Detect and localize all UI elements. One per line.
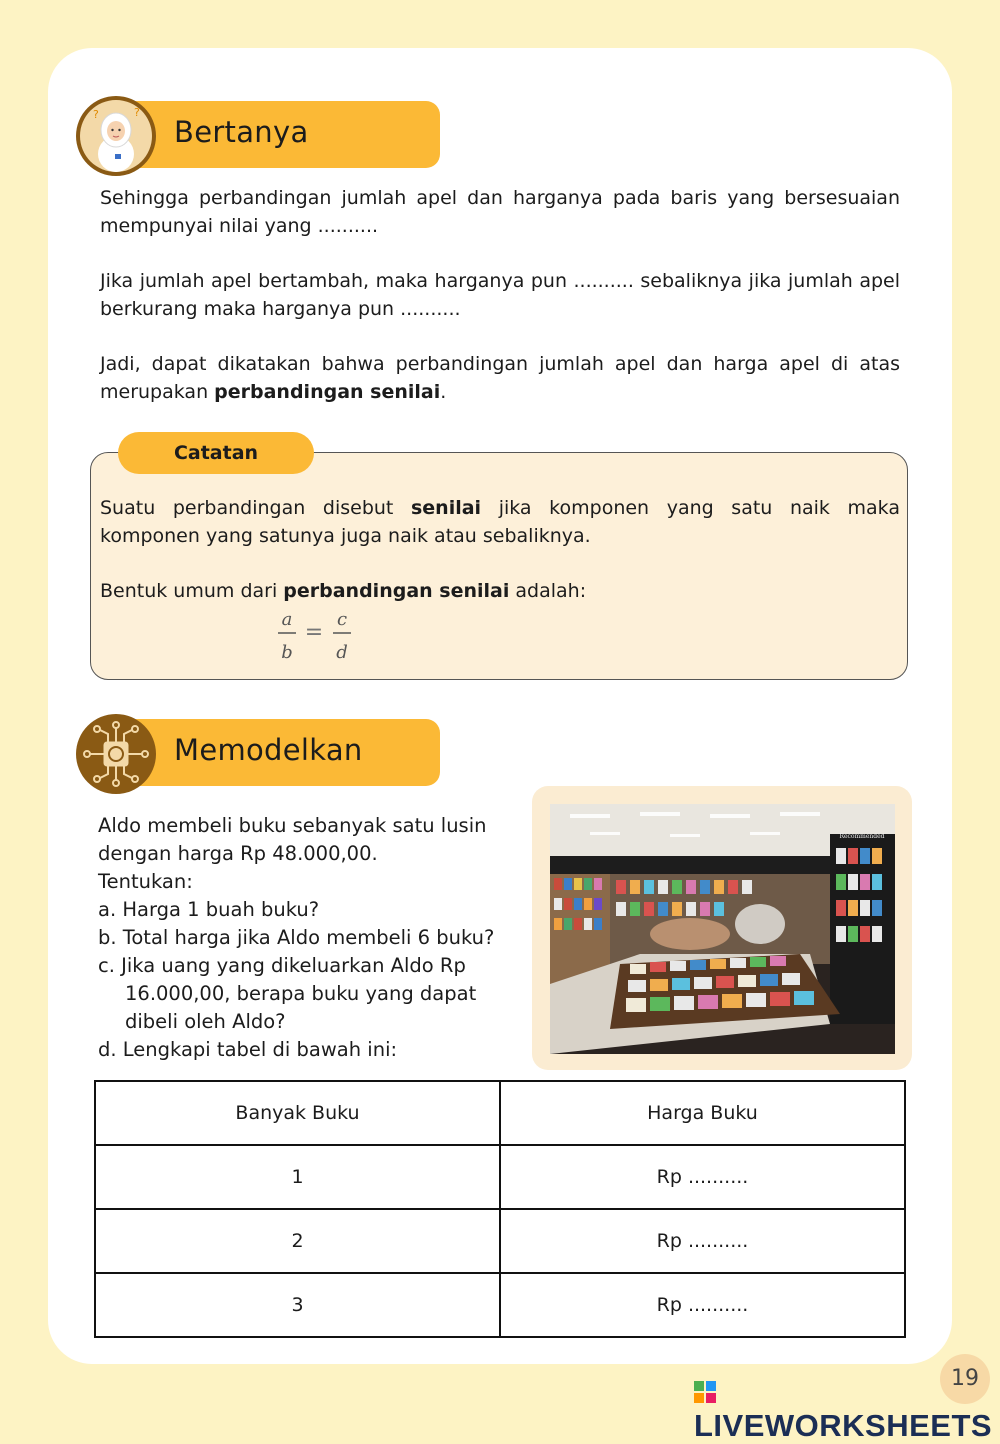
liveworksheets-logo-text: LIVEWORKSHEETS <box>694 1408 993 1443</box>
memodelkan-title-pill <box>116 719 440 786</box>
bertanya-paragraph-2: Jika jumlah apel bertambah, maka harganya pun .......... sebaliknya jika jumlah apel berkurang maka harganya pun .......... <box>100 270 900 320</box>
memodelkan-title: Memodelkan <box>174 733 363 767</box>
catatan-paragraph-2 <box>100 577 900 605</box>
cell-banyak: 3 <box>95 1273 500 1337</box>
catatan-p2-end: adalah: <box>509 580 587 602</box>
table-row <box>95 1273 905 1337</box>
formula-d: d <box>336 642 348 663</box>
bertanya-title: Bertanya <box>174 115 309 149</box>
cell-harga-answer[interactable]: Rp .......... <box>500 1145 905 1209</box>
svg-text:?: ? <box>93 108 99 121</box>
bertanya-header <box>76 88 440 168</box>
table-row <box>95 1145 905 1209</box>
photo-sign-text: Recommended <box>839 833 885 840</box>
problem-line: dengan harga Rp 48.000,00. <box>98 842 378 865</box>
hijab-girl-icon <box>76 96 156 176</box>
bookstore-photo <box>550 804 895 1054</box>
cell-banyak: 2 <box>95 1209 500 1273</box>
price-table <box>94 1080 906 1338</box>
catatan-p1-start: Suatu perbandingan disebut <box>100 497 411 519</box>
page-number: 19 <box>940 1354 990 1404</box>
bertanya-title-pill <box>116 101 440 168</box>
formula-equals: = <box>304 620 324 645</box>
catatan-p2-bold: perbandingan senilai <box>283 580 510 602</box>
formula-a-over-b-equals-c-over-d <box>276 606 358 666</box>
cell-banyak: 1 <box>95 1145 500 1209</box>
bertanya-p3-bold: perbandingan senilai <box>214 381 441 403</box>
header-harga-buku: Harga Buku <box>500 1081 905 1145</box>
cell-harga-answer[interactable]: Rp .......... <box>500 1209 905 1273</box>
formula-a: a <box>281 609 293 630</box>
bertanya-p3-start: Jadi, dapat dikatakan bahwa perbandingan jumlah apel dan harga apel di atas merupakan <box>100 353 900 403</box>
bertanya-paragraph-3 <box>100 350 900 406</box>
memodelkan-header <box>76 706 440 786</box>
catatan-p1-end: jika komponen yang satu naik maka komponen yang satunya juga naik atau sebaliknya. <box>100 497 900 547</box>
catatan-paragraph-1 <box>100 494 900 550</box>
liveworksheets-logo[interactable] <box>694 1372 1000 1443</box>
bertanya-p3-end: . <box>440 381 447 403</box>
question-c: c. Jika uang yang dikeluarkan Aldo Rp <box>98 954 466 977</box>
bertanya-paragraph-1: Sehingga perbandingan jumlah apel dan harganya pada baris yang bersesuaian mempunyai nilai yang .......... <box>100 187 900 237</box>
table-header-row <box>95 1081 905 1145</box>
question-c-cont: 16.000,00, berapa buku yang dapat <box>125 982 477 1005</box>
question-b: b. Total harga jika Aldo membeli 6 buku? <box>98 926 495 949</box>
question-a: a. Harga 1 buah buku? <box>98 898 320 921</box>
problem-line: Aldo membeli buku sebanyak satu lusin <box>98 814 487 837</box>
catatan-p1-bold: senilai <box>410 497 482 519</box>
question-d: d. Lengkapi tabel di bawah ini: <box>98 1038 398 1061</box>
circuit-brain-icon <box>76 714 156 794</box>
question-c-cont: dibeli oleh Aldo? <box>125 1010 286 1033</box>
svg-text:?: ? <box>134 106 140 119</box>
formula-c: c <box>336 609 348 630</box>
cell-harga-answer[interactable]: Rp .......... <box>500 1273 905 1337</box>
problem-line: Tentukan: <box>98 870 193 893</box>
table-row <box>95 1209 905 1273</box>
catatan-label: Catatan <box>118 432 314 474</box>
catatan-box <box>90 452 908 680</box>
header-banyak-buku: Banyak Buku <box>95 1081 500 1145</box>
catatan-p2-start: Bentuk umum dari <box>100 580 284 602</box>
liveworksheets-logo-icon <box>694 1381 716 1403</box>
formula-b: b <box>281 642 293 663</box>
memodelkan-problem <box>98 812 528 1064</box>
